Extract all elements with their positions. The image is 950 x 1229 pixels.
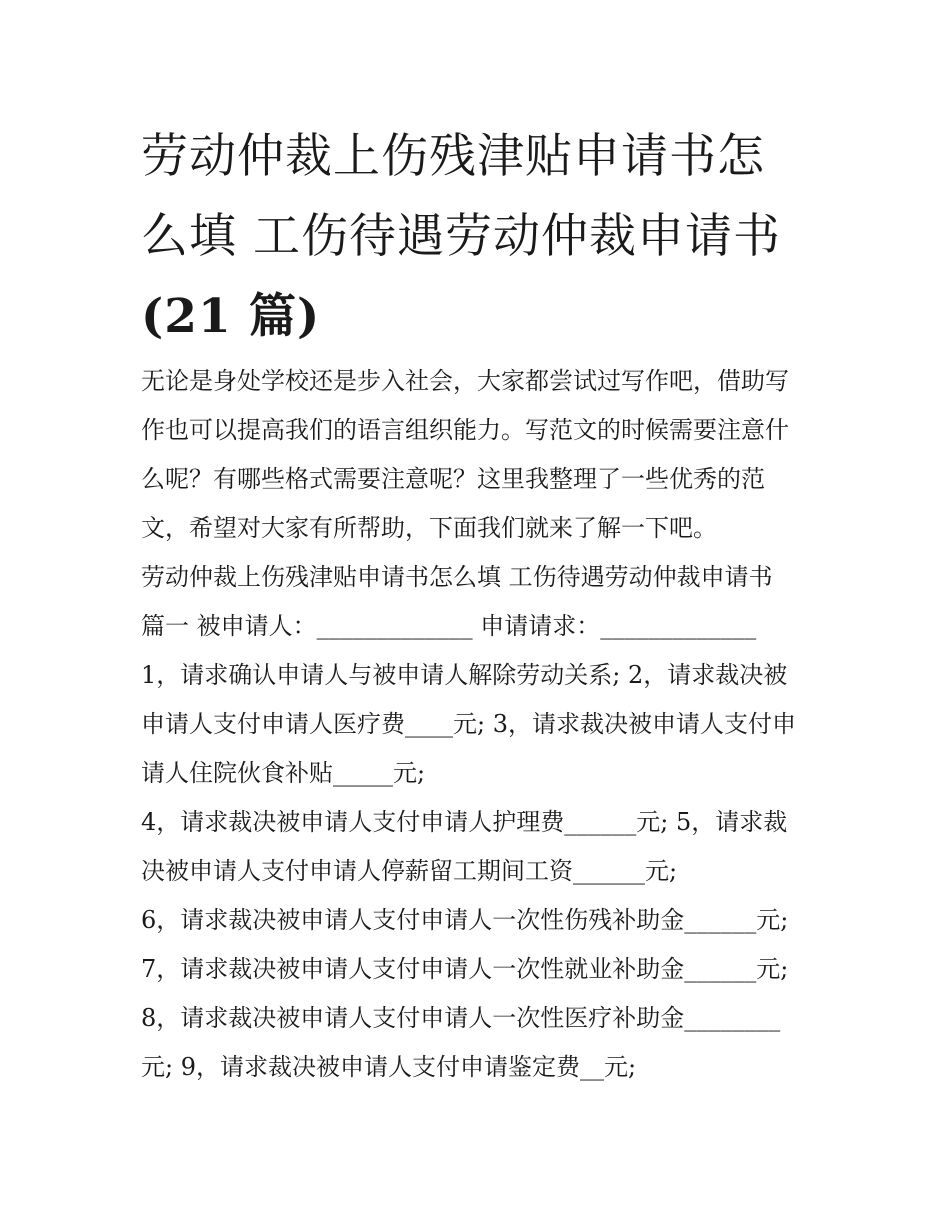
body-line: 申请人支付申请人医疗费____元; 3，请求裁决被申请人支付申 [141, 710, 796, 738]
body-line: 1，请求确认申请人与被申请人解除劳动关系; 2，请求裁决被 [141, 661, 788, 689]
body-line: 决被申请人支付申请人停薪留工期间工资______元; [141, 857, 678, 885]
body-line: 7，请求裁决被申请人支付申请人一次性就业补助金______元; [141, 955, 789, 983]
title-line-1: 劳动仲裁上伤残津贴申请书怎 [141, 129, 765, 184]
intro-line: 文，希望对大家有所帮助，下面我们就来了解一下吧。 [141, 514, 717, 542]
intro-line: 么呢？有哪些格式需要注意呢？这里我整理了一些优秀的范 [141, 465, 765, 493]
body-line: 元; 9，请求裁决被申请人支付申请鉴定费__元; [141, 1053, 637, 1081]
body-line: 6，请求裁决被申请人支付申请人一次性伤残补助金______元; [141, 906, 789, 934]
intro-line: 作也可以提高我们的语言组织能力。写范文的时候需要注意什 [141, 416, 789, 444]
document-title [141, 117, 821, 357]
intro-line: 无论是身处学校还是步入社会，大家都尝试过写作吧，借助写 [141, 367, 789, 395]
body-line: 劳动仲裁上伤残津贴申请书怎么填 工伤待遇劳动仲裁申请书 [141, 563, 773, 591]
body-line: 请人住院伙食补贴_____元; [141, 759, 426, 787]
title-line-3: (21 篇) [141, 289, 321, 344]
document-body [141, 357, 821, 1092]
body-line: 篇一 被申请人：_____________ 申请请求：_____________ [141, 612, 757, 640]
body-line: 8，请求裁决被申请人支付申请人一次性医疗补助金________ [141, 1004, 781, 1032]
body-line: 4，请求裁决被申请人支付申请人护理费______元; 5，请求裁 [141, 808, 788, 836]
title-line-2: 么填 工伤待遇劳动仲裁申请书 [141, 209, 781, 264]
